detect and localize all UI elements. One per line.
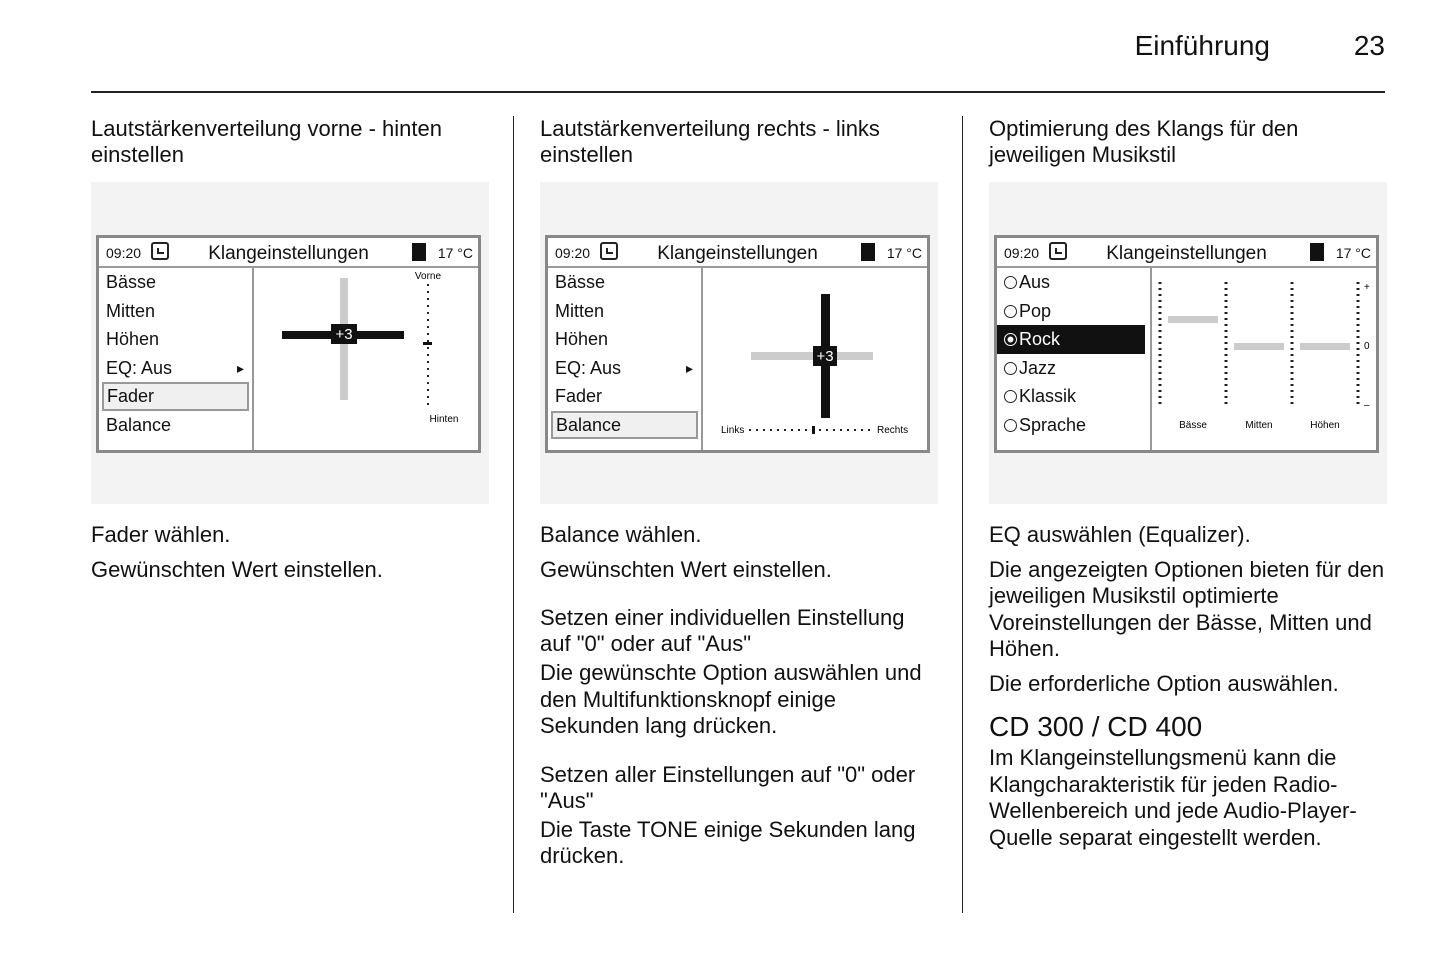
fader-value: +3: [335, 326, 353, 343]
subheading: Setzen einer individuellen Einstellung auf "0" oder auf "Aus": [540, 605, 905, 656]
scale-marker: [812, 426, 815, 434]
temperature: 17 °C: [886, 245, 922, 261]
band-label-baesse: Bässe: [1179, 420, 1207, 431]
paragraph: Die erforderliche Option auswählen.: [989, 670, 1339, 696]
radio-icon: [1004, 305, 1017, 318]
paragraph: Balance wählen.: [540, 522, 702, 547]
figure-eq-screen: [989, 182, 1387, 504]
menu-item-balance[interactable]: Balance: [551, 411, 698, 440]
header-rule: [91, 91, 1385, 93]
menu-item-hoehen[interactable]: Höhen: [106, 329, 160, 349]
screen-title: Klangeinstellungen: [1106, 243, 1267, 264]
scale-marker: [423, 342, 432, 345]
eq-option-aus[interactable]: [997, 268, 1150, 297]
fader-diagram: [254, 268, 478, 450]
sound-menu: [548, 268, 703, 450]
menu-item-balance[interactable]: Balance: [106, 414, 172, 435]
figure-fader-screen: [91, 182, 489, 504]
option-label: Jazz: [1019, 357, 1057, 378]
scale-minus: –: [1364, 400, 1370, 411]
balance-value: +3: [816, 348, 834, 365]
display-screen: [96, 235, 481, 453]
balance-graphic: [703, 268, 927, 450]
status-bar: [997, 238, 1376, 268]
menu-item-mitten[interactable]: Mitten: [555, 300, 605, 321]
eq-bar-hoehen: [1300, 343, 1350, 350]
thermometer-icon: [1310, 243, 1324, 261]
chevron-right-icon: ▸: [685, 359, 693, 376]
column-divider: [513, 116, 514, 913]
eq-option-sprache[interactable]: [997, 411, 1150, 440]
paragraph: EQ auswählen (Equalizer).: [989, 522, 1251, 547]
section-title-cd: CD 300 / CD 400: [989, 711, 1203, 742]
band-label-mitten: Mitten: [1245, 420, 1273, 431]
column-fader: [91, 116, 491, 583]
eq-option-rock[interactable]: [997, 325, 1145, 354]
column-balance: [540, 116, 940, 870]
menu-item-fader[interactable]: Fader: [555, 386, 603, 406]
label-hinten: Hinten: [429, 414, 459, 425]
section-heading: Lautstärkenverteilung rechts - links einstellen: [540, 116, 880, 167]
label-links: Links: [721, 425, 745, 436]
temperature: 17 °C: [437, 245, 473, 261]
menu-item-label: EQ: Aus: [555, 357, 622, 378]
eq-diagram: [1152, 268, 1376, 450]
menu-item-fader[interactable]: Fader: [102, 382, 249, 411]
chevron-right-icon: ▸: [236, 359, 244, 376]
menu-item-label: EQ: Aus: [106, 357, 173, 378]
paragraph: Die gewünschte Option auswählen und den Multifunktionsknopf einige Sekunden lang drücken.: [540, 660, 922, 738]
balance-diagram: [703, 268, 927, 450]
status-bar: [548, 238, 927, 268]
paragraph: Gewünschten Wert einstellen.: [540, 556, 832, 582]
menu-item-mitten[interactable]: Mitten: [106, 300, 156, 321]
eq-option-jazz[interactable]: [997, 354, 1150, 383]
paragraph: Die angezeigten Optionen bieten für den jeweiligen Musikstil optimierte Voreinstellungen der Bässe, Mitten und Höhen.: [989, 556, 1385, 661]
screen-title: Klangeinstellungen: [657, 243, 818, 264]
figure-balance-screen: [540, 182, 938, 504]
paragraph: Im Klangeinstellungsmenü kann die Klangcharakteristik für jeden Radio-Wellenbereich und jede Audio-Player-Quelle separat eingestellt werden.: [989, 745, 1357, 850]
clock-time: 09:20: [1004, 245, 1040, 261]
display-screen: [994, 235, 1379, 453]
eq-bar-baesse: [1168, 316, 1218, 323]
section-heading: Lautstärkenverteilung vorne - hinten einstellen: [91, 116, 442, 167]
column-equalizer: [989, 116, 1389, 851]
label-vorne: Vorne: [414, 271, 442, 282]
page-header-title: Einführung: [1134, 30, 1270, 61]
clock-time: 09:20: [555, 245, 591, 261]
thermometer-icon: [861, 243, 875, 261]
screen-title: Klangeinstellungen: [208, 243, 369, 264]
eq-graphic: [1152, 268, 1376, 450]
paragraph: Gewünschten Wert einstellen.: [91, 556, 383, 582]
option-label: Klassik: [1019, 386, 1077, 406]
eq-bar-mitten: [1234, 343, 1284, 350]
menu-item-eq[interactable]: [548, 354, 701, 383]
label-rechts: Rechts: [877, 425, 909, 436]
scale-plus: +: [1364, 282, 1370, 293]
scale-zero: 0: [1364, 341, 1370, 352]
option-label: Pop: [1019, 300, 1052, 321]
radio-icon: [1004, 419, 1017, 432]
sound-menu: [99, 268, 254, 450]
column-divider: [962, 116, 963, 913]
menu-item-baesse[interactable]: Bässe: [555, 272, 606, 292]
option-label: Rock: [1019, 329, 1061, 349]
eq-menu: [997, 268, 1152, 450]
paragraph: Die Taste TONE einige Sekunden lang drücken.: [540, 816, 916, 868]
subheading: Setzen aller Einstellungen auf "0" oder "Aus": [540, 761, 916, 813]
clock-time: 09:20: [106, 245, 142, 261]
section-heading: Optimierung des Klangs für den jeweiligen Musikstil: [989, 116, 1299, 167]
page-number: 23: [1353, 30, 1385, 61]
radio-icon: [1004, 276, 1017, 289]
fader-graphic: [254, 268, 478, 450]
thermometer-icon: [412, 243, 426, 261]
option-label: Aus: [1019, 272, 1051, 292]
radio-icon: [1004, 390, 1017, 403]
eq-option-pop[interactable]: [997, 297, 1150, 326]
radio-selected-icon: [1004, 333, 1017, 346]
horizontal-axis: [751, 352, 873, 360]
temperature: 17 °C: [1335, 245, 1371, 261]
display-screen: [545, 235, 930, 453]
eq-option-klassik[interactable]: [997, 382, 1150, 411]
menu-item-baesse[interactable]: Bässe: [106, 272, 157, 292]
band-label-hoehen: Höhen: [1310, 420, 1340, 431]
option-label: Sprache: [1019, 414, 1087, 435]
menu-item-hoehen[interactable]: Höhen: [555, 329, 609, 349]
menu-item-eq[interactable]: [99, 354, 252, 383]
paragraph: Fader wählen.: [91, 522, 231, 547]
radio-icon: [1004, 362, 1017, 375]
status-bar: [99, 238, 478, 268]
